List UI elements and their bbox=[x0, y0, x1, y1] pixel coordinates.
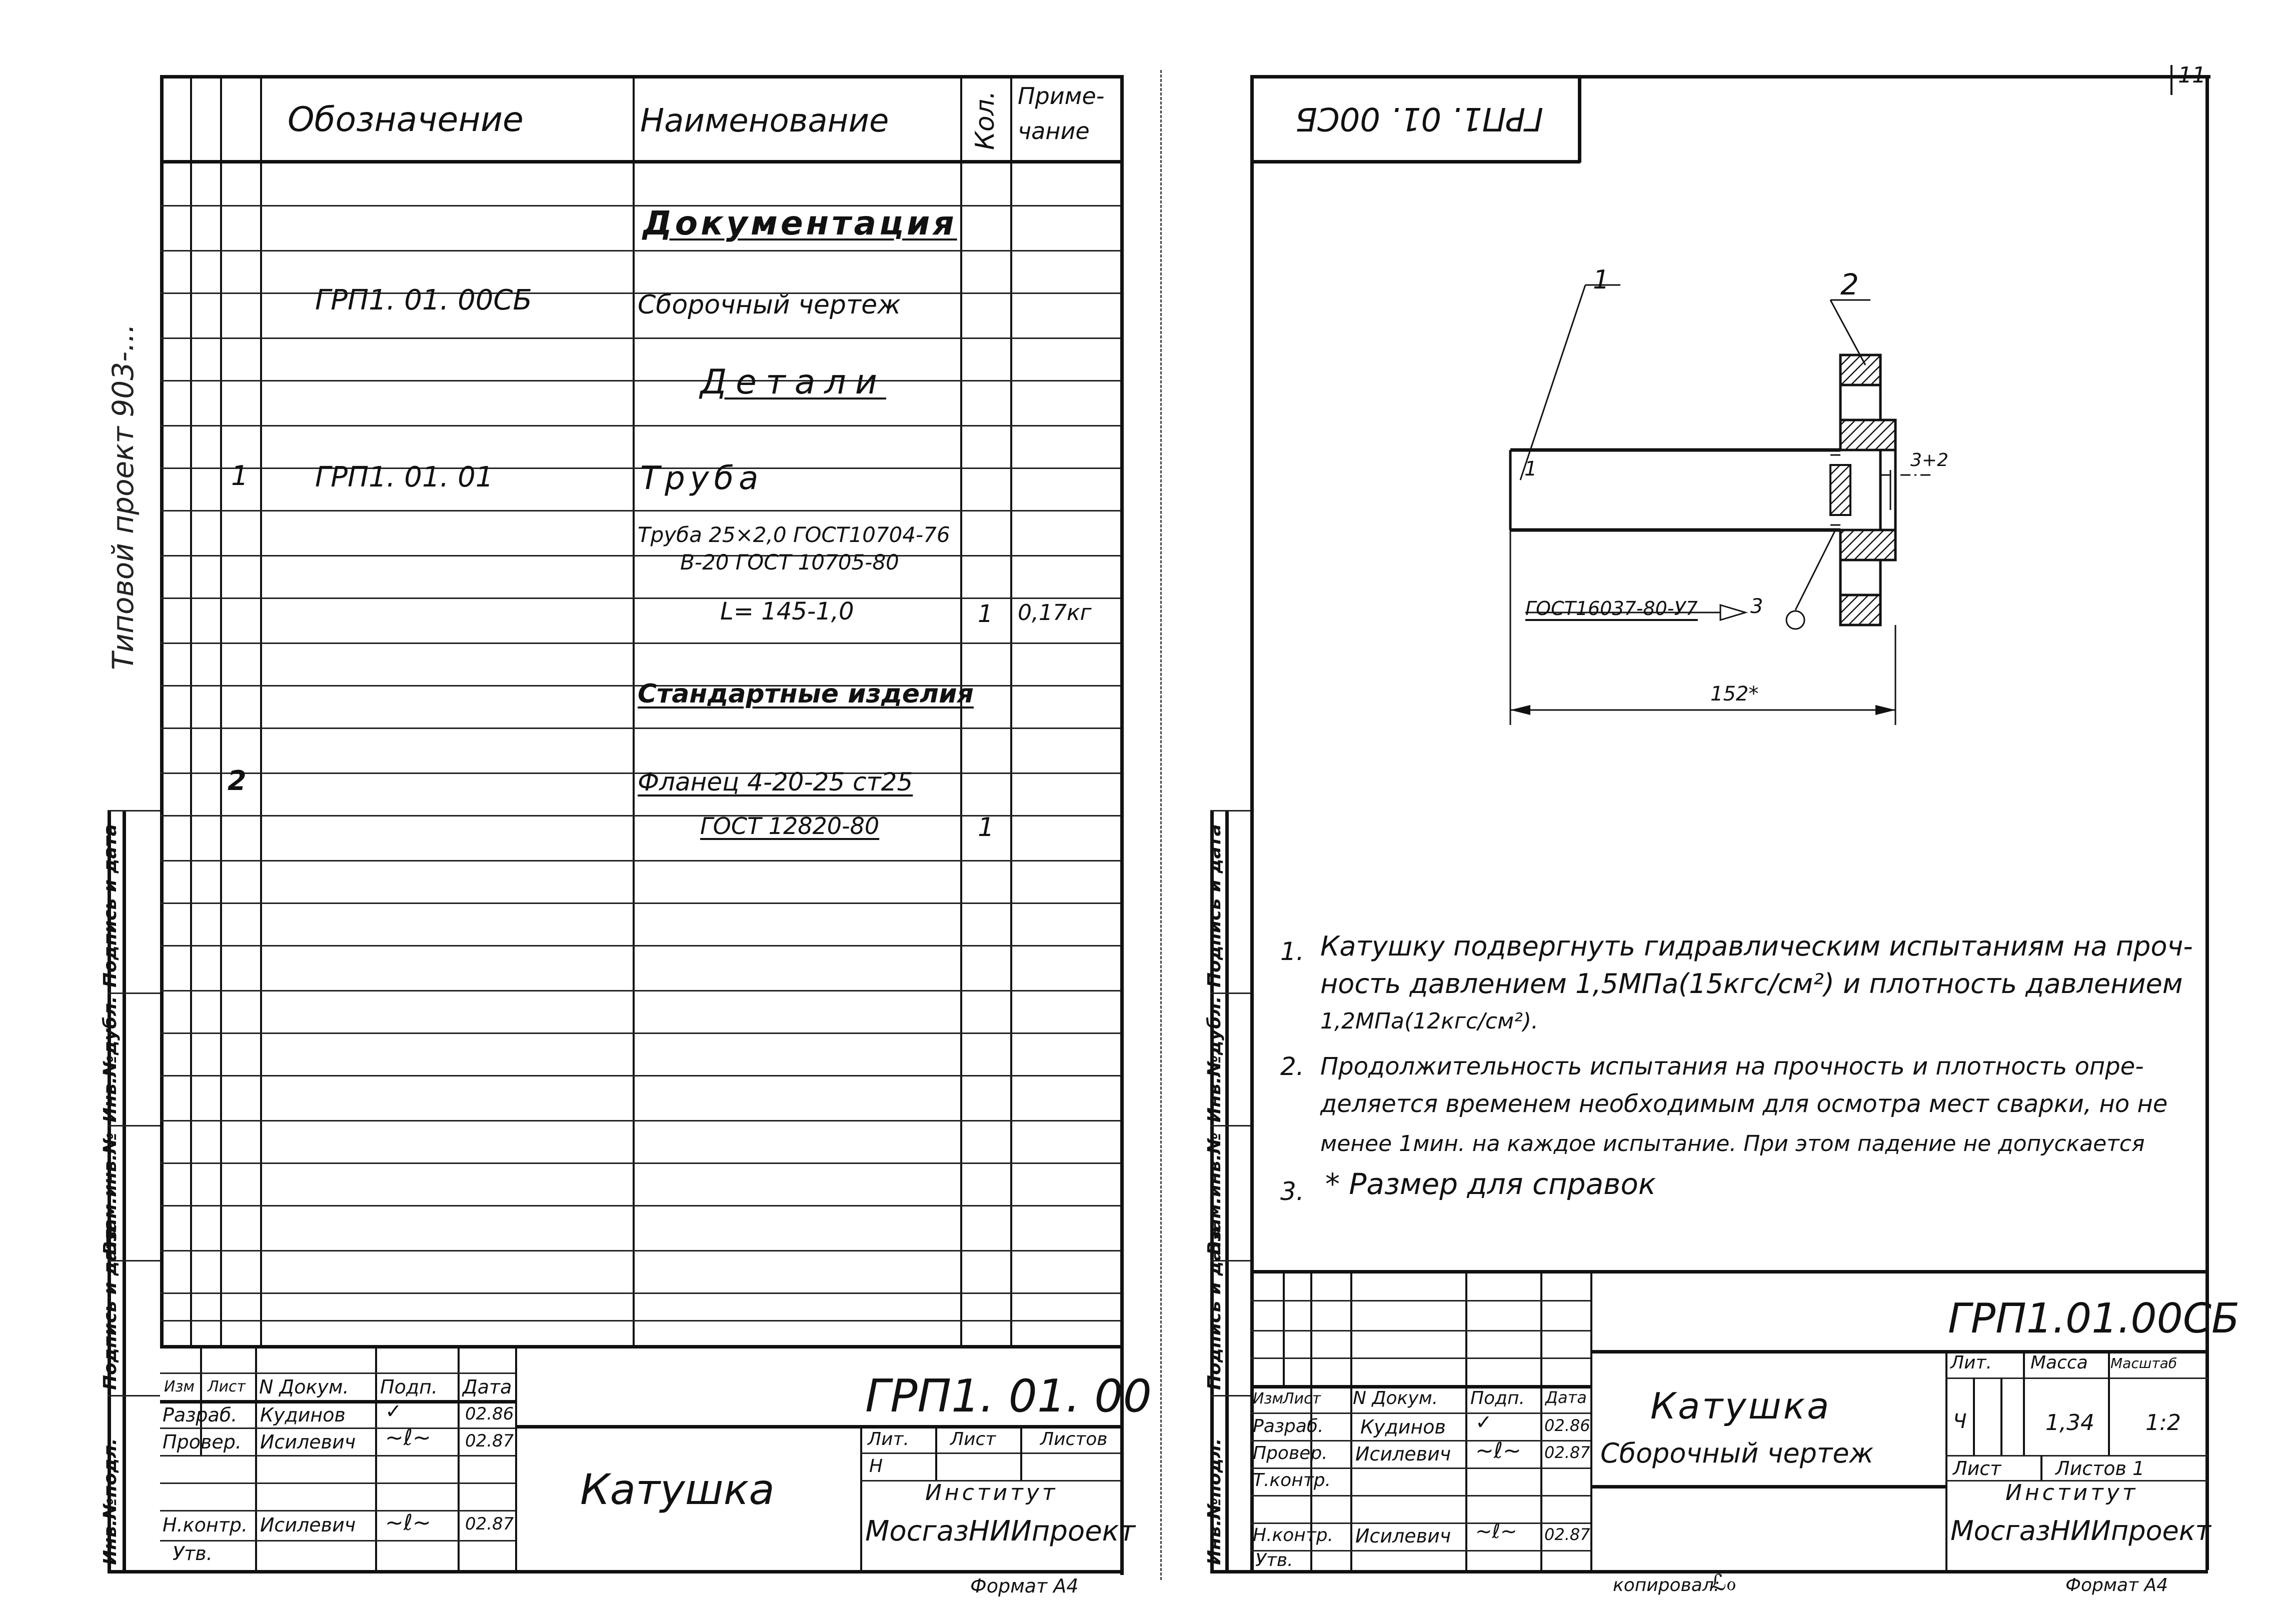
tb-format: Формат А4 bbox=[970, 1575, 1079, 1597]
pipe-label: 1 bbox=[1524, 458, 1537, 480]
side-label-dup-inv: Инв.№дубл. bbox=[100, 996, 121, 1122]
right-side-label-dup-inv: Инв.№дубл. bbox=[1204, 996, 1225, 1122]
copier-signature: ℒℴ bbox=[1710, 1570, 1737, 1596]
rtb-mass-value: 1,34 bbox=[2045, 1410, 2094, 1436]
row-qty-6: 1 bbox=[978, 600, 993, 628]
rtb-lit-label: Лит. bbox=[1950, 1352, 1992, 1373]
tb-col-sheet: Лист bbox=[208, 1378, 246, 1396]
signature-checker: ~ℓ~ bbox=[385, 1425, 431, 1450]
rtb-copied: копировал: bbox=[1613, 1575, 1720, 1596]
tb-col-date: Дата bbox=[463, 1376, 512, 1398]
tb-role-developer: Разраб. bbox=[163, 1404, 238, 1426]
pipe bbox=[1510, 450, 1850, 530]
rtb-org-line2: МосгазНИИпроект bbox=[1950, 1515, 2211, 1546]
tb-date-checker: 02.87 bbox=[465, 1431, 514, 1451]
note-1-line3: 1,2МПа(12кгс/см²). bbox=[1320, 1008, 1539, 1034]
dimension-length bbox=[1510, 530, 1895, 725]
header-designation: Обозначение bbox=[288, 100, 524, 140]
tb-role-approved: Утв. bbox=[173, 1542, 213, 1564]
rtb-sheets-label: Листов 1 bbox=[2055, 1458, 2145, 1480]
rtb-scale-value: 1:2 bbox=[2145, 1410, 2181, 1436]
callout-part-1: 1 bbox=[1593, 265, 1610, 295]
rtb-date-norm-control: 02.87 bbox=[1544, 1525, 1590, 1544]
rtb-col-sign: Подп. bbox=[1470, 1388, 1525, 1408]
tb-org-line1: Институт bbox=[925, 1480, 1058, 1506]
side-label-signature-date-2: Подпись и дата bbox=[100, 1226, 121, 1390]
assembly-drawing bbox=[1450, 250, 2050, 750]
rtb-col-sheet: Лист bbox=[1283, 1390, 1321, 1408]
tb-name-checker: Исилевич bbox=[260, 1431, 356, 1453]
section-documentation: Документация bbox=[643, 204, 957, 242]
rtb-role-checker: Провер. bbox=[1253, 1443, 1328, 1464]
row-designation-4: ГРП1. 01. 01 bbox=[315, 461, 494, 494]
row-name-5a: Труба 25×2,0 ГОСТ10704-76 bbox=[638, 522, 950, 547]
tb-col-docnum: N Докум. bbox=[259, 1376, 349, 1398]
header-note-2: чание bbox=[1018, 118, 1090, 144]
note-1-line2: ность давлением 1,5МПа(15кгс/см²) и плотность давлением bbox=[1320, 968, 2183, 1000]
rtb-sheet-label: Лист bbox=[1953, 1458, 2001, 1480]
leader-lines bbox=[1520, 285, 1870, 629]
note-2-line2: деляется временем необходимым для осмотра мест сварки, но не bbox=[1320, 1090, 2168, 1118]
rtb-signature-norm-control: ~ℓ~ bbox=[1475, 1520, 1517, 1543]
sheet-separator bbox=[1160, 70, 1162, 1580]
row-name-6: L= 145-1,0 bbox=[720, 598, 854, 626]
signature-developer: ✓ bbox=[385, 1400, 402, 1423]
note-3-num: 3. bbox=[1280, 1177, 1304, 1206]
row-pos-4: 1 bbox=[231, 460, 249, 492]
right-side-label-original-inv: Инв.№подл. bbox=[1204, 1438, 1225, 1565]
rtb-name-norm-control: Исилевич bbox=[1355, 1525, 1451, 1547]
side-text-typical-project: Типовой проект 903-... bbox=[106, 324, 140, 670]
header-name: Наименование bbox=[640, 102, 889, 140]
header-note-1: Приме- bbox=[1018, 82, 1105, 110]
right-side-label-signature-date-2: Подпись и дата bbox=[1204, 1226, 1225, 1390]
rtb-role-approved: Утв. bbox=[1255, 1550, 1293, 1570]
rtb-name-checker: Исилевич bbox=[1355, 1443, 1451, 1465]
sheet-number: 11 bbox=[2178, 62, 2206, 88]
rtb-signature-checker: ~ℓ~ bbox=[1475, 1438, 1521, 1464]
side-label-original-inv: Инв.№подл. bbox=[100, 1438, 121, 1565]
row-pos-8: 2 bbox=[228, 765, 247, 796]
tb-role-norm-control: Н.контр. bbox=[163, 1514, 248, 1536]
rtb-scale-label: Масштаб bbox=[2110, 1355, 2177, 1372]
right-side-label-signature-date-1: Подпись и дата bbox=[1204, 824, 1225, 988]
rtb-role-norm-control: Н.контр. bbox=[1253, 1525, 1334, 1546]
row-qty-9: 1 bbox=[978, 812, 995, 842]
rtb-col-date: Дата bbox=[1545, 1388, 1587, 1407]
note-1-line1: Катушку подвергнуть гидравлическим испытаниям на проч- bbox=[1320, 930, 2193, 962]
mirrored-stamp: ГРП1. 01. 00СБ bbox=[1295, 100, 1543, 137]
row-designation-2: ГРП1. 01. 00СБ bbox=[315, 284, 532, 316]
rtb-role-tech-control: Т.контр. bbox=[1253, 1470, 1331, 1490]
rtb-col-change: Изм bbox=[1253, 1390, 1284, 1408]
row-name-5b: В-20 ГОСТ 10705-80 bbox=[680, 550, 899, 574]
row-name-2: Сборочный чертеж bbox=[638, 290, 901, 320]
rtb-signature-developer: ✓ bbox=[1475, 1411, 1492, 1434]
tb-date-norm-control: 02.87 bbox=[465, 1514, 514, 1534]
tb-lit-value: Н bbox=[869, 1456, 883, 1476]
rtb-title: Катушка bbox=[1650, 1385, 1831, 1427]
callout-part-2: 2 bbox=[1840, 268, 1859, 302]
rtb-date-developer: 02.86 bbox=[1544, 1416, 1590, 1435]
rtb-lit-value: Ч bbox=[1953, 1410, 1967, 1433]
tb-lit-label: Лит. bbox=[868, 1429, 909, 1450]
header-qty: Кол. bbox=[970, 90, 1000, 150]
tb-name-developer: Кудинов bbox=[260, 1404, 346, 1426]
rtb-role-developer: Разраб. bbox=[1253, 1416, 1324, 1436]
tb-sheet-label: Лист bbox=[950, 1429, 996, 1450]
callout-gap: 3+2 bbox=[1910, 450, 1948, 470]
rtb-doc-number: ГРП1.01.00СБ bbox=[1948, 1295, 2240, 1342]
section-standard-items: Стандартные изделия bbox=[638, 679, 974, 709]
rtb-col-docnum: N Докум. bbox=[1353, 1388, 1438, 1408]
callout-weld: ГОСТ16037-80-У7 bbox=[1525, 598, 1698, 620]
tb-role-checker: Провер. bbox=[163, 1431, 242, 1453]
signature-norm-control: ~ℓ~ bbox=[385, 1510, 431, 1536]
dimension-length-label: 152* bbox=[1710, 682, 1759, 706]
rtb-format: Формат А4 bbox=[2065, 1575, 2168, 1596]
note-3-line1: * Размер для справок bbox=[1325, 1167, 1656, 1201]
note-1-num: 1. bbox=[1280, 937, 1304, 966]
side-label-replacement-inv: Взам.инв.№ bbox=[100, 1132, 121, 1255]
tb-name-norm-control: Исилевич bbox=[260, 1514, 356, 1536]
rtb-org-line1: Институт bbox=[2005, 1480, 2138, 1506]
tb-title: Катушка bbox=[580, 1465, 775, 1514]
tb-date-developer: 02.86 bbox=[465, 1404, 514, 1424]
tb-col-sign: Подп. bbox=[380, 1376, 438, 1398]
row-name-4: Труба bbox=[640, 460, 764, 497]
row-name-8: Фланец 4-20-25 ст25 bbox=[638, 768, 913, 796]
tb-org-line2: МосгазНИИпроект bbox=[865, 1515, 1136, 1548]
tb-col-change: Изм bbox=[164, 1378, 195, 1396]
note-2-line3: менее 1мин. на каждое испытание. При этом падение не допускается bbox=[1320, 1131, 2145, 1156]
side-label-signature-date-1: Подпись и дата bbox=[100, 824, 121, 988]
rtb-date-checker: 02.87 bbox=[1544, 1443, 1590, 1462]
row-note-6: 0,17кг bbox=[1018, 600, 1092, 626]
callout-weld-leg: 3 bbox=[1750, 595, 1763, 618]
tb-sheets-label: Листов bbox=[1040, 1429, 1108, 1450]
row-name-9: ГОСТ 12820-80 bbox=[700, 812, 880, 840]
rtb-mass-label: Масса bbox=[2030, 1352, 2088, 1373]
note-2-num: 2. bbox=[1280, 1052, 1304, 1081]
rtb-subtitle: Сборочный чертеж bbox=[1600, 1438, 1874, 1469]
right-side-label-replacement-inv: Взам.инв.№ bbox=[1204, 1132, 1225, 1255]
section-details: Детали bbox=[700, 362, 886, 402]
tb-doc-number: ГРП1. 01. 00 bbox=[865, 1370, 1152, 1422]
rtb-name-developer: Кудинов bbox=[1360, 1416, 1446, 1438]
note-2-line1: Продолжительность испытания на прочность и плотность опре- bbox=[1320, 1052, 2144, 1080]
